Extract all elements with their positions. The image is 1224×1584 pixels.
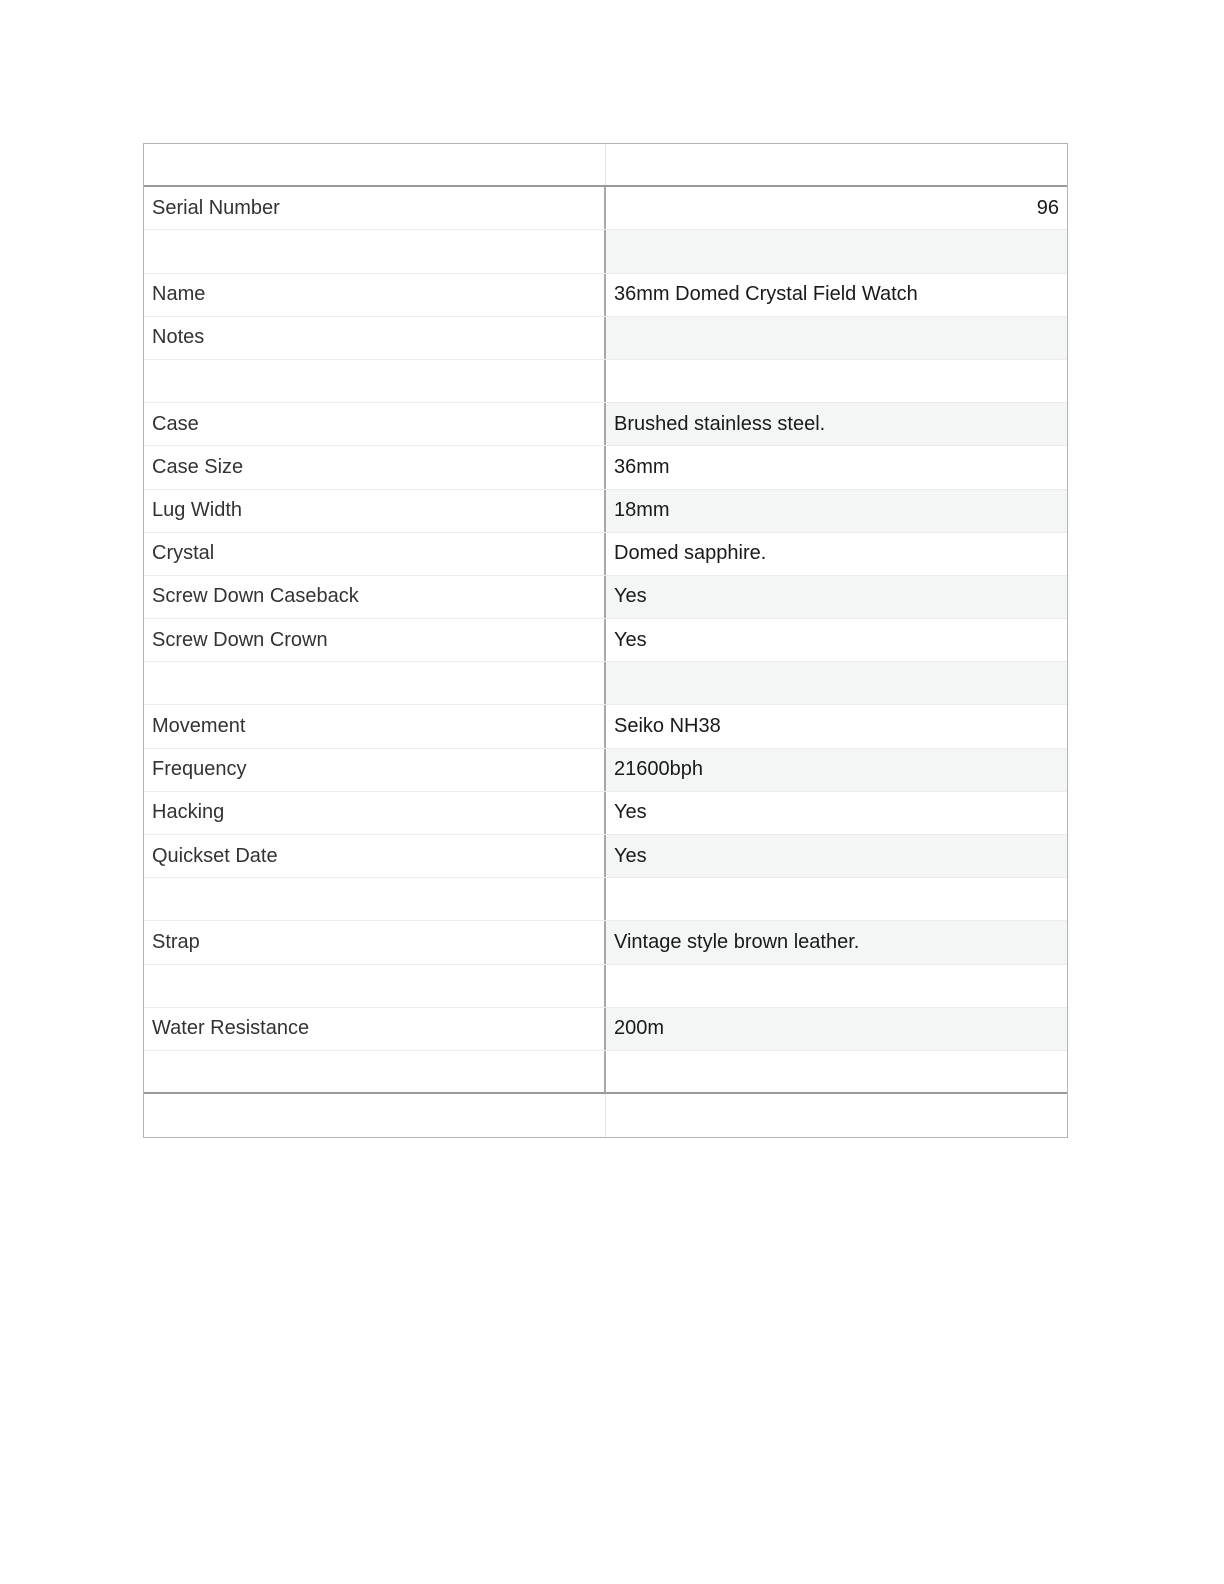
table-row [144,619,1067,662]
value-cell[interactable]: 200m [606,1008,1067,1050]
value-cell[interactable]: 18mm [606,490,1067,532]
table-row [144,360,1067,403]
header-value-cell[interactable] [606,144,1067,185]
table-row [144,317,1067,360]
value-cell[interactable] [606,317,1067,359]
field-cell[interactable]: Serial Number [144,187,606,229]
field-cell[interactable]: Frequency [144,749,606,791]
field-cell[interactable] [144,230,606,272]
value-cell[interactable] [606,1051,1067,1092]
field-cell[interactable]: Case Size [144,446,606,488]
field-cell[interactable]: Movement [144,705,606,747]
table-row [144,230,1067,273]
value-cell[interactable]: Yes [614,628,647,651]
field-cell[interactable] [144,965,606,1007]
field-cell[interactable]: Lug Width [144,490,606,532]
table-row [144,446,1067,489]
field-cell[interactable] [144,1051,606,1092]
field-cell[interactable]: Screw Down Caseback [144,576,606,618]
value-cell[interactable] [606,230,1067,272]
field-cell[interactable]: Screw Down Crown [144,619,606,661]
value-cell[interactable]: Vintage style brown leather. [606,921,1067,963]
value-cell[interactable]: Domed sapphire. [614,542,767,565]
table-row [144,749,1067,792]
value-cell[interactable] [606,360,1067,402]
value-cell[interactable]: 96 [1036,196,1059,219]
table-row [144,1051,1067,1094]
table-row [144,965,1067,1008]
value-cell[interactable]: Seiko NH38 [614,715,721,738]
value-cell[interactable] [606,878,1067,920]
table-header-row [144,144,1067,187]
table-row [144,662,1067,705]
footer-value-cell[interactable] [606,1094,1067,1137]
footer-field-cell[interactable] [144,1094,606,1137]
table-row [144,403,1067,446]
field-cell[interactable] [144,360,606,402]
value-cell[interactable]: 36mm [614,455,670,478]
value-cell[interactable] [606,965,1067,1007]
spec-table [143,143,1068,1138]
value-cell[interactable]: Yes [614,801,647,824]
table-row [144,576,1067,619]
value-cell[interactable]: Brushed stainless steel. [606,403,1067,445]
value-cell[interactable]: Yes [606,576,1067,618]
value-cell[interactable]: 36mm Domed Crystal Field Watch [614,283,918,306]
field-cell[interactable]: Name [144,274,606,316]
field-cell[interactable]: Hacking [144,792,606,834]
field-cell[interactable]: Notes [144,317,606,359]
table-row [144,1008,1067,1051]
field-cell[interactable] [144,878,606,920]
table-row [144,490,1067,533]
header-field-cell[interactable] [144,144,606,185]
table-row [144,921,1067,964]
field-cell[interactable]: Case [144,403,606,445]
table-row [144,705,1067,748]
field-cell[interactable]: Water Resistance [144,1008,606,1050]
table-footer-row [144,1094,1067,1137]
value-cell[interactable]: Yes [606,835,1067,877]
value-cell[interactable] [606,662,1067,704]
table-row [144,274,1067,317]
field-cell[interactable]: Crystal [144,533,606,575]
value-cell[interactable]: 21600bph [606,749,1067,791]
field-cell[interactable]: Strap [144,921,606,963]
field-cell[interactable] [144,662,606,704]
table-row [144,878,1067,921]
table-row [144,187,1067,230]
table-row [144,835,1067,878]
field-cell[interactable]: Quickset Date [144,835,606,877]
table-row [144,533,1067,576]
table-row [144,792,1067,835]
